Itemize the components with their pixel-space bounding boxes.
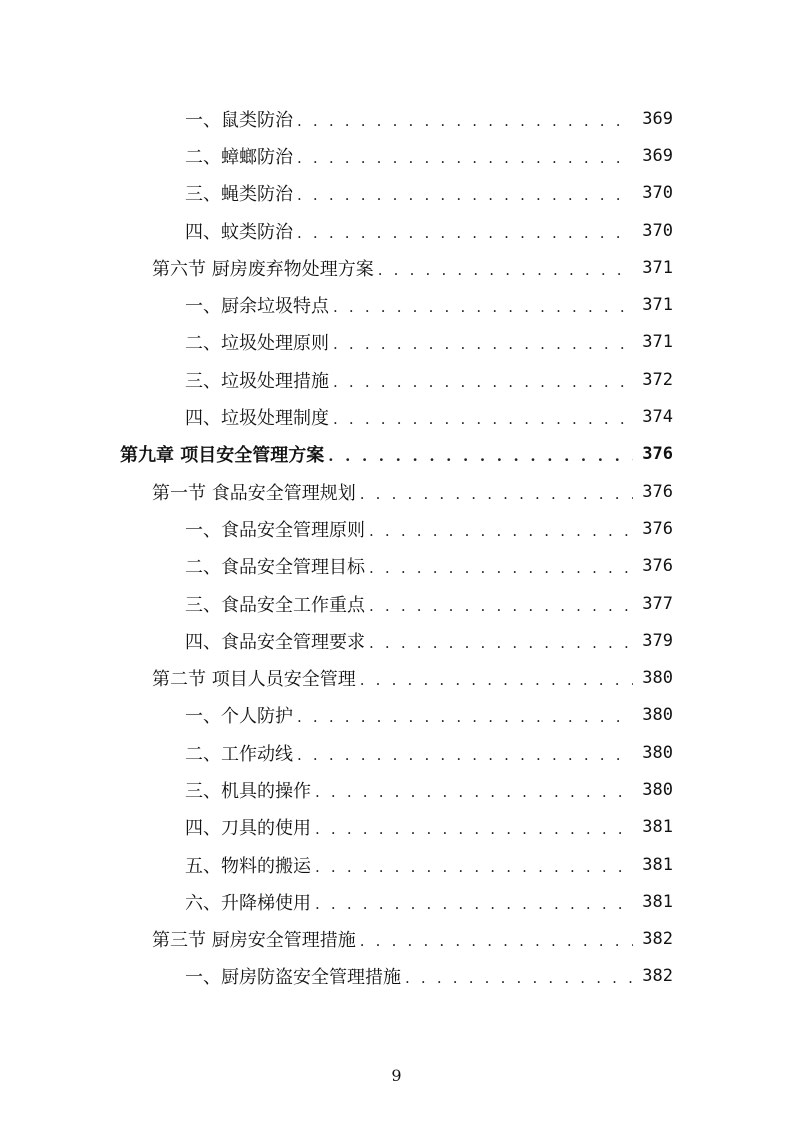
toc-dot-leader bbox=[360, 932, 633, 950]
toc-entry-label: 二、食品安全管理目标 bbox=[185, 557, 365, 579]
toc-entry-label: 第六节 厨房废弃物处理方案 bbox=[152, 258, 374, 280]
toc-entry-page: 371 bbox=[642, 257, 673, 278]
toc-entry-label: 三、食品安全工作重点 bbox=[185, 594, 365, 616]
toc-entry[interactable] bbox=[0, 212, 793, 249]
toc-dot-leader bbox=[369, 522, 633, 540]
toc-entry[interactable] bbox=[0, 659, 793, 696]
toc-entry-label: 二、蟑螂防治 bbox=[185, 146, 293, 168]
toc-entry-label: 六、升降梯使用 bbox=[185, 892, 311, 914]
toc-entry[interactable] bbox=[0, 585, 793, 622]
toc-entry-label: 三、蝇类防治 bbox=[185, 184, 293, 206]
toc-entry[interactable] bbox=[0, 809, 793, 846]
toc-entry[interactable] bbox=[0, 883, 793, 920]
toc-entry-label: 五、物料的搬运 bbox=[185, 855, 311, 877]
toc-dot-leader bbox=[333, 335, 633, 353]
toc-entry[interactable] bbox=[0, 137, 793, 174]
toc-entry-label: 三、机具的操作 bbox=[185, 780, 311, 802]
toc-entry[interactable] bbox=[0, 846, 793, 883]
toc-entry[interactable] bbox=[0, 324, 793, 361]
toc-entry-page: 379 bbox=[642, 630, 673, 651]
toc-entry-label: 第九章 项目安全管理方案 bbox=[120, 445, 325, 467]
toc-entry[interactable] bbox=[0, 249, 793, 286]
toc-entry-page: 381 bbox=[642, 854, 673, 875]
toc-entry[interactable] bbox=[0, 361, 793, 398]
toc-entry-page: 370 bbox=[642, 220, 673, 241]
toc-dot-leader bbox=[297, 149, 633, 167]
toc-dot-leader bbox=[378, 261, 633, 279]
toc-entry-page: 376 bbox=[642, 518, 673, 539]
toc-entry-page: 380 bbox=[642, 742, 673, 763]
toc-entry-label: 四、食品安全管理要求 bbox=[185, 631, 365, 653]
toc-entry[interactable] bbox=[0, 286, 793, 323]
toc-entry-label: 二、垃圾处理原则 bbox=[185, 333, 329, 355]
toc-dot-leader bbox=[297, 708, 633, 726]
toc-entry[interactable] bbox=[0, 697, 793, 734]
toc-entry-page: 371 bbox=[642, 332, 673, 353]
toc-entry-page: 381 bbox=[642, 891, 673, 912]
table-of-contents bbox=[0, 100, 793, 995]
toc-dot-leader bbox=[315, 895, 633, 913]
toc-entry-page: 380 bbox=[642, 705, 673, 726]
toc-entry-page: 381 bbox=[642, 817, 673, 838]
toc-entry-label: 二、工作动线 bbox=[185, 743, 293, 765]
page-number: 9 bbox=[391, 1066, 402, 1085]
toc-dot-leader bbox=[315, 783, 633, 801]
toc-dot-leader bbox=[333, 410, 633, 428]
toc-entry[interactable] bbox=[0, 473, 793, 510]
toc-entry-label: 一、鼠类防治 bbox=[185, 109, 293, 131]
toc-entry[interactable] bbox=[0, 175, 793, 212]
toc-entry-page: 376 bbox=[642, 481, 673, 502]
toc-entry[interactable] bbox=[0, 398, 793, 435]
toc-entry[interactable] bbox=[0, 921, 793, 958]
toc-entry-label: 四、垃圾处理制度 bbox=[185, 408, 329, 430]
toc-dot-leader bbox=[328, 447, 633, 465]
toc-entry-page: 377 bbox=[642, 593, 673, 614]
toc-entry-page: 369 bbox=[642, 145, 673, 166]
toc-entry[interactable] bbox=[0, 622, 793, 659]
toc-dot-leader bbox=[360, 485, 633, 503]
toc-entry[interactable] bbox=[0, 958, 793, 995]
toc-dot-leader bbox=[297, 746, 633, 764]
toc-entry-page: 382 bbox=[642, 929, 673, 950]
toc-dot-leader bbox=[405, 969, 633, 987]
toc-entry-label: 一、厨余垃圾特点 bbox=[185, 296, 329, 318]
toc-entry-page: 380 bbox=[642, 668, 673, 689]
toc-dot-leader bbox=[333, 298, 633, 316]
toc-dot-leader bbox=[315, 858, 633, 876]
toc-entry-page: 382 bbox=[642, 966, 673, 987]
toc-dot-leader bbox=[297, 224, 633, 242]
toc-entry-label: 四、蚊类防治 bbox=[185, 221, 293, 243]
toc-dot-leader bbox=[369, 597, 633, 615]
toc-entry-page: 369 bbox=[642, 108, 673, 129]
toc-entry-page: 376 bbox=[642, 556, 673, 577]
toc-entry[interactable] bbox=[0, 436, 793, 473]
toc-dot-leader bbox=[297, 112, 633, 130]
toc-entry-label: 一、厨房防盗安全管理措施 bbox=[185, 967, 401, 989]
toc-dot-leader bbox=[297, 186, 633, 204]
toc-entry-label: 一、个人防护 bbox=[185, 706, 293, 728]
toc-entry-label: 一、食品安全管理原则 bbox=[185, 519, 365, 541]
toc-entry-page: 370 bbox=[642, 183, 673, 204]
toc-dot-leader bbox=[369, 634, 633, 652]
toc-entry[interactable] bbox=[0, 548, 793, 585]
toc-entry[interactable] bbox=[0, 510, 793, 547]
toc-dot-leader bbox=[315, 820, 633, 838]
toc-entry-page: 372 bbox=[642, 369, 673, 390]
toc-dot-leader bbox=[333, 373, 633, 391]
toc-entry[interactable] bbox=[0, 771, 793, 808]
toc-entry-page: 376 bbox=[642, 444, 673, 465]
toc-entry-page: 371 bbox=[642, 295, 673, 316]
toc-entry-label: 第一节 食品安全管理规划 bbox=[152, 482, 356, 504]
toc-entry[interactable] bbox=[0, 734, 793, 771]
toc-entry-label: 三、垃圾处理措施 bbox=[185, 370, 329, 392]
toc-entry-page: 380 bbox=[642, 779, 673, 800]
toc-dot-leader bbox=[360, 671, 633, 689]
toc-entry-label: 四、刀具的使用 bbox=[185, 818, 311, 840]
toc-entry-label: 第三节 厨房安全管理措施 bbox=[152, 930, 356, 952]
toc-dot-leader bbox=[369, 559, 633, 577]
toc-entry[interactable] bbox=[0, 100, 793, 137]
toc-entry-page: 374 bbox=[642, 407, 673, 428]
toc-entry-label: 第二节 项目人员安全管理 bbox=[152, 669, 356, 691]
